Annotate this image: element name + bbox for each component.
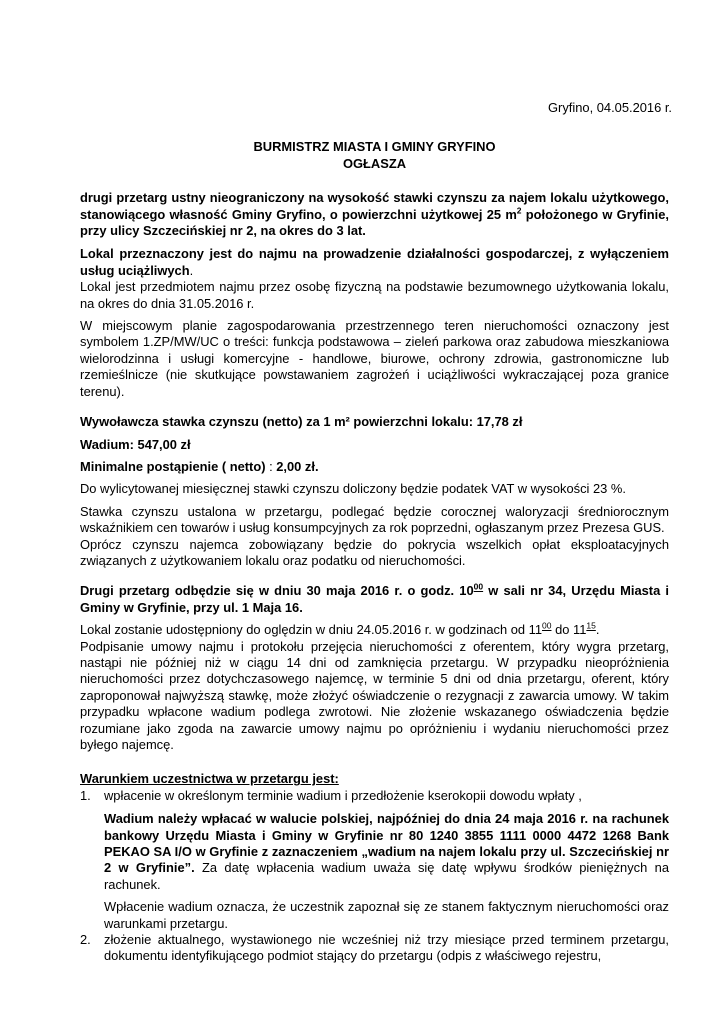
tender-subject-location: położonego w Gryfinie, przy ulicy Szczecińskiej nr 2, na okres do 3 lat. [80, 206, 669, 239]
deposit-meaning-note: Wpłacenie wadium oznacza, że uczestnik zapoznał się ze stanem faktycznym nieruchomości oraz warunkami przetargu. [104, 899, 669, 931]
tender-place-text: w sali nr 34, Urzędu Miasta i Gminy w Gryfinie, przy ul. 1 Maja 16. [80, 583, 669, 615]
inspection-end: . [595, 622, 600, 638]
premises-purpose [80, 246, 669, 279]
conditions-heading: Warunkiem uczestnictwa w przetargu jest: [80, 771, 339, 787]
tender-date-text: Drugi przetarg odbędzie się w dniu 30 maja 2016 r. o godz. 10 [80, 583, 474, 599]
list-item-number: 2. [80, 932, 91, 948]
tender-subject-main: drugi przetarg ustny nieograniczony na wysokość stawki czynszu za najem lokalu użytkowego, stanowiącego własność Gminy Gryfino, o powierzchni użytkowej 25 m [80, 190, 669, 222]
zoning-plan: W miejscowym planie zagospodarowania przestrzennego teren nieruchomości oznaczony jest symbolem 1.ZP/MW/UC o treści: funkcja podstawowa – zieleń parkowa oraz zabudowa mieszkaniowa wielorodzinna i usługi komercyjne - handlowe, biurowe, ochrony zdrowia, gastronomiczne lub rzemieślnicze (nie skutkujące powstawaniem zagrożeń i uciążliwości wykraczającej poza granice terenu). [80, 318, 669, 399]
inspection-mid: do 11 [551, 622, 587, 638]
list-item-number: 1. [80, 787, 91, 803]
contract-signing: Podpisanie umowy najmu i protokołu przejęcia nieruchomości z oferentem, który wygra przetarg, nastąpi nie później niż w ciągu 14 dni od zamknięcia przetargu. W przypadku nieopróżnienia nieruchomości przez dotychczasowego najemcę, w terminie 5 dni od dnia przetargu, oferent, który zaproponował najwyższą stawkę, może złożyć oświadczenie o rezygnacji z zawarcia umowy. W takim przypadku wpłacone wadium podlega zwrotowi. Nie złożenie wskazanego oświadczenia będzie rozumiane jako zgoda na zawarcie umowy najmu po opróżnieniu i wydaniu nieruchomości przez byłego najemcę. [80, 638, 669, 752]
minimum-increment-label: Minimalne postąpienie ( netto) [80, 458, 266, 474]
minimum-increment-value: 2,00 zł. [276, 458, 319, 474]
issuing-authority: BURMISTRZ MIASTA I GMINY GRYFINO [253, 139, 496, 155]
list-item-text: złożenie aktualnego, wystawionego nie wcześniej niż trzy miesiące przed terminem przetargu, dokumentu identyfikującego podmiot stający do przetargu (odpis z właściwego rejestru, [104, 932, 669, 964]
inspection-start-minutes: 00 [542, 620, 552, 631]
premises-purpose-text: Lokal przeznaczony jest do najmu na prowadzenie działalności gospodarczej, z wyłączeniem usług uciążliwych [80, 246, 669, 278]
inspection-text: Lokal zostanie udostępniony do oględzin w dniu 24.05.2016 r. w godzinach od 11 [80, 622, 543, 638]
additional-costs: Oprócz czynszu najemca zobowiązany będzie do pokrycia wszelkich opłat eksploatacyjnych związanych z użytkowaniem lokalu oraz podatku od nieruchomości. [80, 536, 669, 568]
inspection-info [80, 622, 669, 638]
list-item [80, 932, 669, 965]
deposit-amount: Wadium: 547,00 zł [80, 436, 191, 452]
document-date: Gryfino, 04.05.2016 r. [548, 100, 672, 115]
conditions-list [80, 788, 669, 804]
deposit-payment-details [80, 811, 669, 893]
tender-subject [80, 190, 669, 239]
rent-indexation: Stawka czynszu ustalona w przetargu, podlegać będzie corocznej waloryzacji średniorocznym wskaźnikiem cen towarów i usług konsumpcyjnych za rok poprzedni, ogłaszanym przez Prezesa GUS. [80, 503, 669, 536]
minimum-increment-separator: : [265, 458, 277, 474]
conditions-list-continued [80, 932, 669, 965]
deposit-payment-plain: Za datę wpłacenia wadium uważa się datę wpływu środków pieniężnych na rachunek. [104, 860, 669, 892]
minimum-increment [80, 459, 669, 475]
area-unit-superscript: 2 [516, 205, 522, 216]
announcement-heading: OGŁASZA [342, 155, 407, 171]
starting-rate: Wywoławcza stawka czynszu (netto) za 1 m² powierzchni lokalu: 17,78 zł [80, 414, 523, 430]
vat-note: Do wylicytowanej miesięcznej stawki czynszu doliczony będzie podatek VAT w wysokości 23 %. [80, 481, 626, 497]
tender-hour-superscript: 00 [473, 582, 484, 593]
deposit-payment-bold: Wadium należy wpłacać w walucie polskiej, najpóźniej do dnia 24 maja 2016 r. na rachunek bankowy Urzędu Miasta i Gminy w Gryfinie nr 80 1240 3855 1111 0000 4472 1268 Bank PEKAO SA I/O w Gryfinie z zaznaczeniem „wadium na najem lokalu przy ul. Szczecińskiej nr 2 w Gryfinie”. [104, 811, 669, 876]
document-body [80, 100, 672, 965]
list-item [80, 788, 669, 804]
inspection-end-minutes: 15 [586, 620, 596, 631]
premises-purpose-end: . [189, 262, 194, 278]
list-item-text: wpłacenie w określonym terminie wadium i przedłożenie kserokopii dowodu wpłaty , [104, 787, 582, 803]
tender-date-place [80, 583, 669, 616]
current-use: Lokal jest przedmiotem najmu przez osobę fizyczną na podstawie bezumownego użytkowania lokalu, na okres do dnia 31.05.2016 r. [80, 279, 669, 311]
